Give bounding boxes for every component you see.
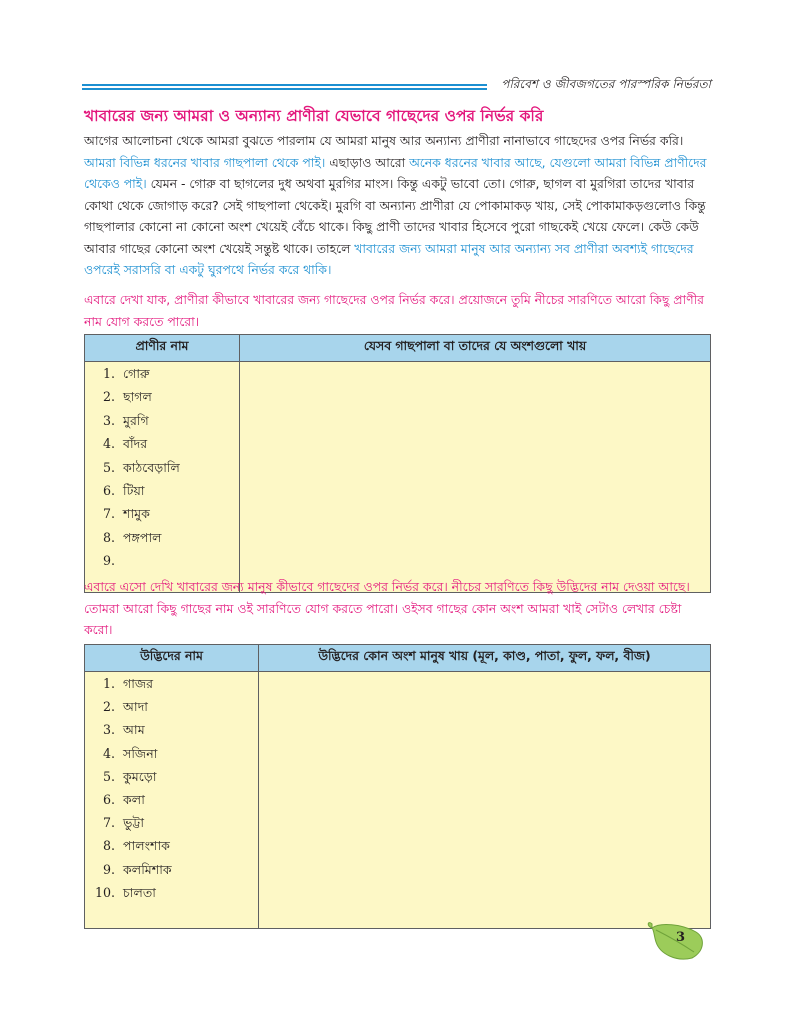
plant-name-header: উদ্ভিদের নাম: [85, 645, 259, 672]
list-item: [85, 718, 258, 741]
list-item-name: মুরগি: [123, 412, 149, 428]
list-item-name: শামুক: [123, 506, 150, 522]
list-item-name: আদা: [123, 699, 148, 715]
list-item-name: কাঠবেড়ালি: [123, 459, 180, 475]
list-item-number: 2.: [102, 389, 115, 405]
intro-sentence-1: আগের আলোচনা থেকে আমরা বুঝতে পারলাম যে আমরা মানুষ আর অন্যান্য প্রাণীরা নানাভাবে গাছেদের ওপর নির্ভর করি।: [84, 133, 684, 148]
animal-name-header: প্রাণীর নাম: [85, 335, 240, 362]
edible-part-header: উদ্ভিদের কোন অংশ মানুষ খায় (মূল, কাণ্ড, পাতা, ফুল, ফল, বীজ): [259, 645, 711, 672]
list-item-name: গোরু: [123, 366, 150, 381]
list-item-number: 4.: [102, 436, 115, 452]
list-item-number: 3.: [102, 412, 115, 428]
list-item: [85, 409, 239, 432]
list-item: [85, 362, 239, 385]
list-item: [85, 834, 258, 857]
list-item-name: কলা: [123, 791, 145, 807]
list-item: [85, 672, 258, 695]
list-item-name: ছাগল: [123, 389, 152, 405]
edible-part-cell[interactable]: [259, 672, 711, 929]
list-item: [85, 456, 239, 479]
list-item: [85, 811, 258, 834]
list-item: [85, 742, 258, 765]
list-item-name: সজিনা: [123, 745, 158, 761]
list-item-name: বাঁদর: [123, 436, 148, 452]
list-item-number: 9.: [102, 861, 115, 877]
list-item-number: 1.: [102, 676, 115, 691]
list-item-name: আম: [123, 722, 145, 738]
list-item-name: কুমড়ো: [123, 768, 157, 784]
list-item: [85, 526, 239, 549]
list-item: [85, 858, 258, 881]
plants-eaten-header: যেসব গাছপালা বা তাদের যে অংশগুলো খায়: [240, 335, 711, 362]
plants-instruction: এবারে এসো দেখি খাবারের জন্য মানুষ কীভাবে গাছেদের ওপর নির্ভর করে। নীচের সারণিতে কিছু উদ্ভিদের নাম দেওয়া আছে। তোমরা আরো কিছু গাছের নাম ওই সারণিতে যোগ করতে পারো। ওইসব গাছের কোন অংশ আমরা খাই সেটাও লেখার চেষ্টা করো।: [84, 579, 690, 637]
list-item-number: 6.: [102, 482, 115, 498]
list-item: [85, 549, 239, 572]
list-item-name: গাজর: [123, 676, 154, 691]
intro-highlight-1: আমরা বিভিন্ন ধরনের খাবার গাছপালা থেকে পাই।: [84, 154, 326, 170]
list-item: [85, 385, 239, 408]
section-title: খাবারের জন্য আমরা ও অন্যান্য প্রাণীরা যেভাবে গাছেদের ওপর নির্ভর করি: [84, 107, 544, 125]
table-header-row: [85, 335, 711, 362]
list-item: [85, 432, 239, 455]
list-item-number: 3.: [102, 722, 115, 738]
animals-table: [84, 334, 711, 593]
intro-sentence-3: এছাড়াও আরো: [329, 154, 406, 170]
running-head: পরিবেশ ও জীবজগতের পারস্পরিক নির্ভরতা: [501, 77, 711, 91]
plants-table: [84, 644, 711, 929]
list-item-number: 10.: [94, 884, 115, 900]
animal-list: [85, 362, 239, 573]
list-item: [85, 881, 258, 904]
page-number: 3: [676, 930, 686, 945]
list-item-number: 6.: [102, 791, 115, 807]
list-item-number: 8.: [102, 529, 115, 545]
list-item-name: কলমিশাক: [123, 861, 172, 877]
list-item-name: চালতা: [123, 884, 156, 900]
list-item-number: 5.: [102, 768, 115, 784]
intro-paragraph: [84, 130, 712, 281]
plants-eaten-cell[interactable]: [240, 362, 711, 593]
list-item: [85, 502, 239, 525]
list-item-name: পঙ্গপাল: [123, 529, 162, 545]
list-item: [85, 765, 258, 788]
table-header-row: [85, 645, 711, 672]
list-item: [85, 695, 258, 718]
header-rule: [82, 84, 487, 90]
list-item: [85, 479, 239, 502]
intro-highlight-3: খাবারের জন্য আমরা মানুষ আর অন্যান্য সব প্রাণীরা অবশ্যই গাছেদের ওপরেই সরাসরি বা একটু ঘুরপথে নির্ভর করে থাকি।: [84, 240, 694, 277]
list-item-number: 8.: [102, 838, 115, 854]
list-item-number: 7.: [102, 506, 115, 522]
list-item-number: 9.: [102, 553, 115, 569]
list-item-number: 1.: [102, 366, 115, 381]
plant-names-cell: [85, 672, 259, 929]
animal-names-cell: [85, 362, 240, 593]
list-item-name: পালংশাক: [123, 838, 170, 854]
list-item-name: টিয়া: [123, 482, 145, 498]
list-item-number: 5.: [102, 459, 115, 475]
list-item-number: 2.: [102, 699, 115, 715]
list-item-name: ভুট্টা: [123, 815, 144, 831]
intro-sentence-5: যেমন - গোরু বা ছাগলের দুধ অথবা মুরগির মাংস। কিন্তু একটু ভাবো তো। গোরু, ছাগল বা মুরগিরা তাদের খাবার কোথা থেকে জোগাড় করে? সেই গাছপালা থেকেই। মুরগি বা অন্যান্য প্রাণীরা যে পোকামাকড় খায়, সেই পোকামাকড়গুলোও কিন্তু গাছপালার কোনো না কোনো অংশ খেয়েই বেঁচে থাকে। কিছু প্রাণী তাদের খাবার হিসেবে পুরো গাছকেই খেয়ে ফেলে। কেউ কেউ আবার গাছের কোনো অংশ খেয়েই সন্তুষ্ট থাকে। তাহলে: [84, 176, 706, 256]
list-item-number: 4.: [102, 745, 115, 761]
list-item-number: 7.: [102, 815, 115, 831]
intro-highlight-2: অনেক ধরনের খাবার আছে, যেগুলো আমরা বিভিন্ন প্রাণীদের থেকেও পাই।: [84, 154, 707, 191]
list-item: [85, 788, 258, 811]
animals-instruction: এবারে দেখা যাক, প্রাণীরা কীভাবে খাবারের জন্য গাছেদের ওপর নির্ভর করে। প্রয়োজনে তুমি নীচের সারণিতে আরো কিছু প্রাণীর নাম যোগ করতে পারো।: [84, 292, 704, 329]
plant-list: [85, 672, 258, 904]
